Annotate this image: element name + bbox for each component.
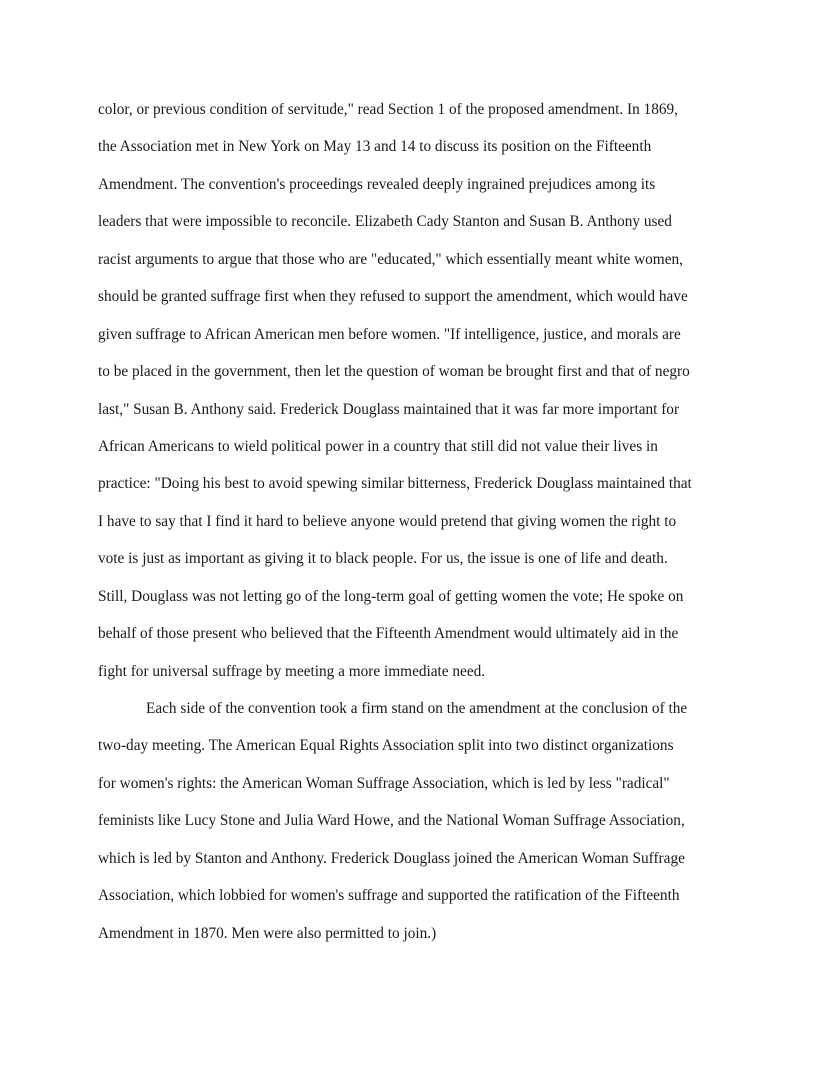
document-body	[98, 91, 738, 952]
text-line: vote is just as important as giving it to black people. For us, the issue is one of life and death.	[98, 550, 668, 568]
text-line: should be granted suffrage first when they refused to support the amendment, which would have	[98, 288, 688, 306]
text-line: last," Susan B. Anthony said. Frederick Douglass maintained that it was far more important for	[98, 400, 680, 418]
text-line: Association, which lobbied for women's suffrage and supported the ratification of the Fifteenth	[98, 887, 680, 905]
text-line: leaders that were impossible to reconcile. Elizabeth Cady Stanton and Susan B. Anthony used	[98, 213, 672, 231]
text-line: feminists like Lucy Stone and Julia Ward Howe, and the National Woman Suffrage Association,	[98, 812, 685, 830]
text-line: Amendment in 1870. Men were also permitted to join.)	[98, 924, 437, 942]
paragraph-2	[98, 690, 738, 952]
text-line: the Association met in New York on May 13 and 14 to discuss its position on the Fifteenth	[98, 138, 652, 156]
text-line: which is led by Stanton and Anthony. Frederick Douglass joined the American Woman Suffrage	[98, 849, 685, 867]
text-line: two-day meeting. The American Equal Rights Association split into two distinct organizations	[98, 737, 674, 755]
text-line: practice: "Doing his best to avoid spewing similar bitterness, Frederick Douglass maintained that	[98, 475, 692, 493]
text-line: Amendment. The convention's proceedings revealed deeply ingrained prejudices among its	[98, 175, 656, 193]
text-line: for women's rights: the American Woman Suffrage Association, which is led by less "radical"	[98, 774, 670, 792]
text-line: fight for universal suffrage by meeting a more immediate need.	[98, 662, 486, 680]
text-line: color, or previous condition of servitude," read Section 1 of the proposed amendment. In 1869,	[98, 101, 678, 118]
text-line: I have to say that I find it hard to believe anyone would pretend that giving women the right to	[98, 512, 677, 530]
text-line: behalf of those present who believed that the Fifteenth Amendment would ultimately aid in the	[98, 625, 679, 643]
text-line: to be placed in the government, then let the question of woman be brought first and that of negro	[98, 363, 690, 381]
text-line: Each side of the convention took a firm stand on the amendment at the conclusion of the	[146, 700, 688, 717]
text-line: Still, Douglass was not letting go of the long-term goal of getting women the vote; He spoke on	[98, 587, 684, 605]
text-line: African Americans to wield political power in a country that still did not value their lives in	[98, 437, 658, 455]
text-line: racist arguments to argue that those who are "educated," which essentially meant white women,	[98, 250, 683, 268]
text-line: given suffrage to African American men before women. "If intelligence, justice, and morals are	[98, 325, 681, 343]
paragraph-1	[98, 91, 738, 690]
